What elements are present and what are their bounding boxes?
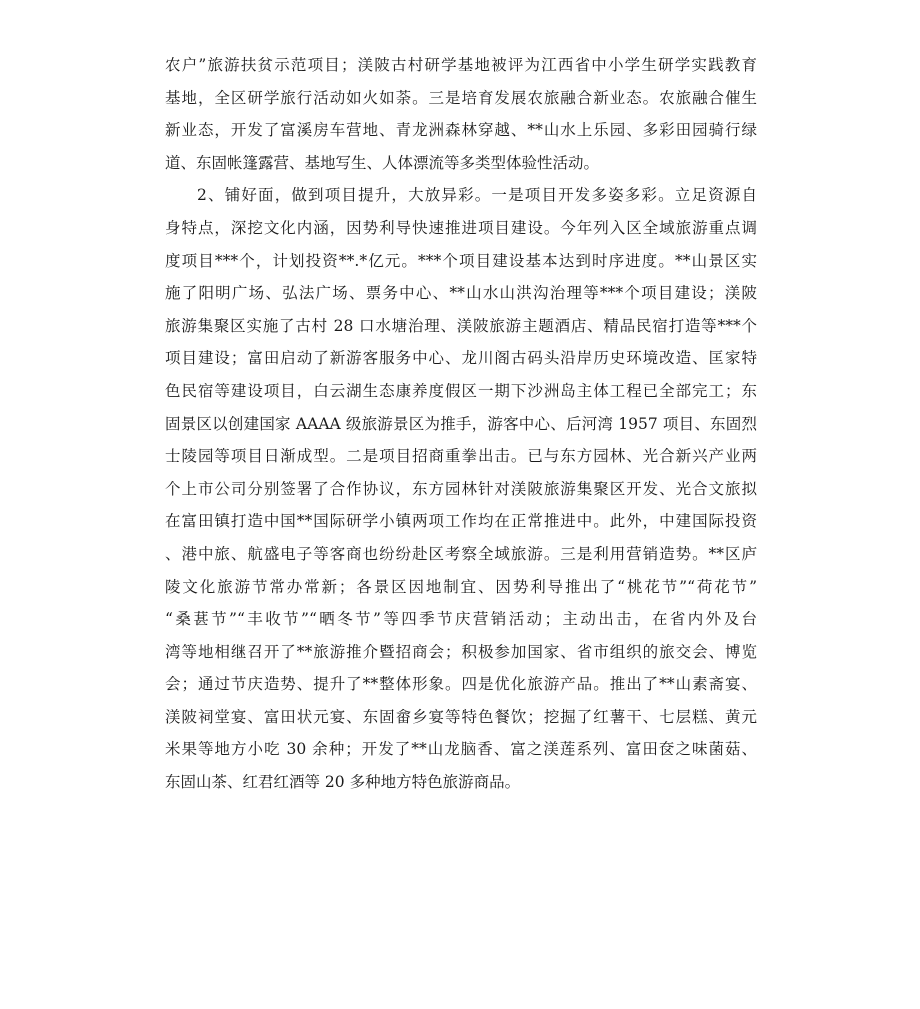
text-line: 、港中旅、航盛电子等客商也纷纷赴区考察全域旅游。三是利用营销造势。**区庐 xyxy=(165,544,757,563)
text-line: 新业态，开发了富溪房车营地、青龙洲森林穿越、**山水上乐园、多彩田园骑行绿 xyxy=(165,121,757,140)
text-line: 固景区以创建国家 AAAA 级旅游景区为推手，游客中心、后河湾 1957 项目、东固烈 xyxy=(165,414,757,433)
paragraph-start-line: 2、铺好面，做到项目提升，大放异彩。一是项目开发多姿多彩。立足资源自 xyxy=(197,186,757,205)
text-line: 士陵园等项目日渐成型。二是项目招商重拳出击。已与东方园林、光合新兴产业两 xyxy=(165,447,757,466)
text-line: 在富田镇打造中国**国际研学小镇两项工作均在正常推进中。此外，中建国际投资 xyxy=(165,512,757,531)
text-line: 项目建设；富田启动了新游客服务中心、龙川阁古码头沿岸历史环境改造、匡家特 xyxy=(165,349,757,368)
text-line: 基地，全区研学旅行活动如火如荼。三是培育发展农旅融合新业态。农旅融合催生 xyxy=(165,88,757,107)
text-line: 湾等地相继召开了**旅游推介暨招商会；积极参加国家、省市组织的旅交会、博览 xyxy=(165,642,757,661)
text-line: 农户”旅游扶贫示范项目；渼陂古村研学基地被评为江西省中小学生研学实践教育 xyxy=(165,56,757,74)
text-line: 会；通过节庆造势、提升了**整体形象。四是优化旅游产品。推出了**山素斋宴、 xyxy=(165,675,757,694)
text-line: 施了阳明广场、弘法广场、票务中心、**山水山洪沟治理等***个项目建设；渼陂 xyxy=(165,284,757,303)
text-line: 旅游集聚区实施了古村 28 口水塘治理、渼陂旅游主题酒店、精品民宿打造等***个 xyxy=(165,316,757,335)
text-line: “桑葚节”“丰收节”“晒冬节”等四季节庆营销活动；主动出击，在省内外及台 xyxy=(165,610,757,629)
text-line: 道、东固帐篷露营、基地写生、人体漂流等多类型体验性活动。 xyxy=(165,153,600,172)
text-line: 度项目***个，计划投资**.*亿元。***个项目建设基本达到时序进度。**山景区实 xyxy=(165,251,757,270)
text-line: 身特点，深挖文化内涵，因势利导快速推进项目建设。今年列入区全域旅游重点调 xyxy=(165,218,757,237)
text-line: 东固山茶、红君红酒等 20 多种地方特色旅游商品。 xyxy=(165,773,521,792)
text-line: 色民宿等建设项目，白云湖生态康养度假区一期下沙洲岛主体工程已全部完工；东 xyxy=(165,381,757,400)
text-line: 米果等地方小吃 30 余种；开发了**山龙脑香、富之渼莲系列、富田奁之味菌菇、 xyxy=(165,740,757,759)
text-line: 个上市公司分别签署了合作协议，东方园林针对渼陂旅游集聚区开发、光合文旅拟 xyxy=(165,479,757,498)
body-text xyxy=(165,49,757,799)
text-line: 陵文化旅游节常办常新；各景区因地制宜、因势利导推出了“桃花节”“荷花节” xyxy=(165,577,757,596)
text-line: 渼陂祠堂宴、富田状元宴、东固畲乡宴等特色餐饮；挖掘了红薯干、七层糕、黄元 xyxy=(165,707,757,726)
